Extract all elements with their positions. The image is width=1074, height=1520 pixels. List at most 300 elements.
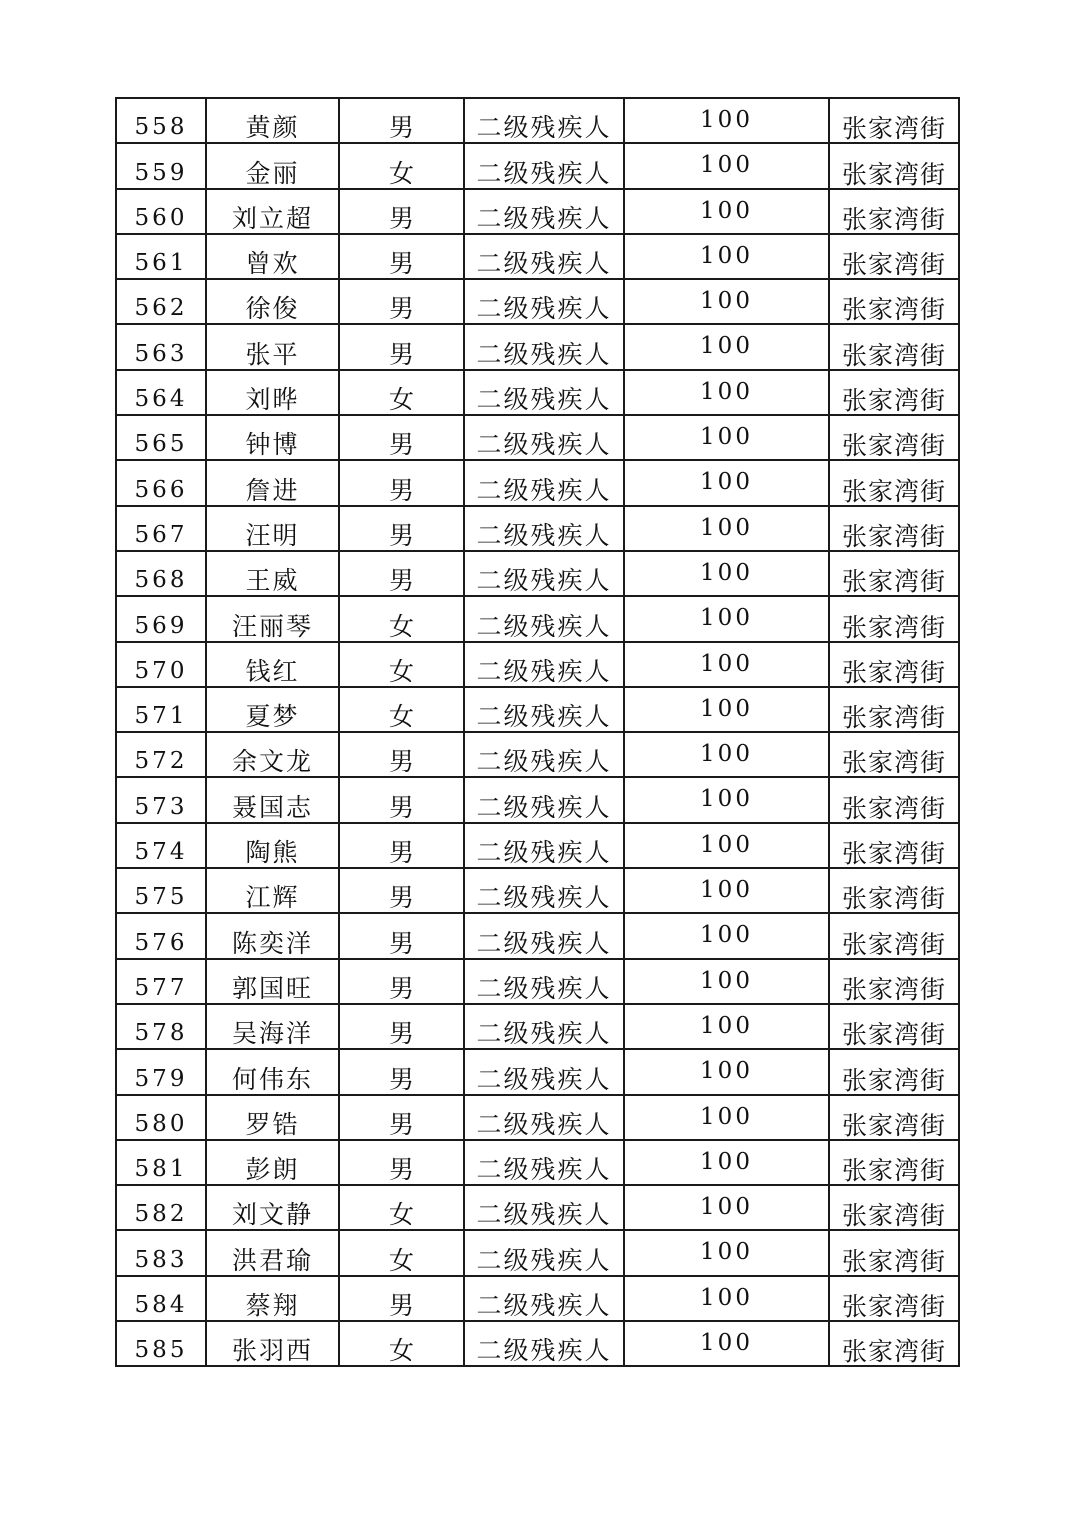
disability-grade-cell [464,370,624,415]
disability-grade-cell [464,506,624,551]
gender: 男 [388,1155,414,1185]
gender-cell [339,1276,464,1321]
street-cell [829,460,959,505]
street-name: 张家湾街 [841,929,946,959]
serial-number-cell [116,732,206,777]
serial-number: 583 [134,1246,188,1273]
person-name: 王威 [245,566,300,596]
amount-cell [624,1321,829,1366]
table-row [116,1004,959,1049]
street-cell [829,1276,959,1321]
amount: 100 [700,1148,753,1175]
name-cell [206,868,339,913]
disability-grade: 二级残疾人 [476,1109,612,1139]
table-row [116,234,959,279]
street-cell [829,687,959,732]
person-name: 夏梦 [245,702,300,732]
gender: 男 [388,339,414,369]
serial-number: 560 [134,204,188,231]
serial-number: 563 [134,340,188,367]
name-cell [206,98,339,143]
table-row [116,823,959,868]
amount-cell [624,98,829,143]
disability-grade-cell [464,687,624,732]
person-name: 江辉 [245,883,300,913]
gender: 男 [388,475,414,505]
table-row [116,1095,959,1140]
gender: 男 [388,1109,414,1139]
street-name: 张家湾街 [841,340,946,370]
disability-grade: 二级残疾人 [476,928,612,958]
serial-number: 575 [134,884,188,911]
serial-number: 569 [134,612,188,639]
disability-grade: 二级残疾人 [476,385,612,415]
gender: 女 [388,656,414,686]
name-cell [206,143,339,188]
table-row [116,732,959,777]
amount-cell [624,687,829,732]
disability-grade: 二级残疾人 [476,792,612,822]
gender-cell [339,1049,464,1094]
amount: 100 [700,922,753,949]
amount-cell [624,868,829,913]
serial-number-cell [116,1185,206,1230]
name-cell [206,415,339,460]
serial-number: 559 [134,159,188,186]
person-name: 余文龙 [231,747,313,777]
table-row [116,551,959,596]
serial-number-cell [116,596,206,641]
person-name: 曾欢 [245,249,300,279]
amount-cell [624,370,829,415]
disability-grade: 二级残疾人 [476,747,612,777]
disability-grade: 二级残疾人 [476,611,612,641]
amount: 100 [700,1194,753,1221]
gender: 男 [388,113,414,143]
street-name: 张家湾街 [841,1020,946,1050]
person-name: 钟博 [245,430,300,460]
gender-cell [339,777,464,822]
amount-cell [624,732,829,777]
amount-cell [624,506,829,551]
gender-cell [339,279,464,324]
disability-grade-cell [464,596,624,641]
gender: 女 [388,158,414,188]
roster-body [116,98,959,1366]
amount-cell [624,1230,829,1275]
disability-grade-cell [464,1230,624,1275]
serial-number: 562 [134,295,188,322]
amount: 100 [700,1103,753,1130]
disability-grade: 二级残疾人 [476,113,612,143]
serial-number-cell [116,98,206,143]
street-cell [829,98,959,143]
serial-number: 566 [134,476,188,503]
disability-grade: 二级残疾人 [476,475,612,505]
disability-grade: 二级残疾人 [476,249,612,279]
disability-grade-cell [464,959,624,1004]
disability-grade-cell [464,777,624,822]
name-cell [206,234,339,279]
name-cell [206,1095,339,1140]
street-cell [829,1095,959,1140]
serial-number: 584 [134,1292,188,1319]
disability-grade: 二级残疾人 [476,702,612,732]
gender-cell [339,1095,464,1140]
serial-number: 558 [134,114,188,141]
street-name: 张家湾街 [841,748,946,778]
disability-grade-cell [464,460,624,505]
amount: 100 [700,1058,753,1085]
serial-number-cell [116,1276,206,1321]
serial-number: 561 [134,250,188,277]
disability-grade-cell [464,913,624,958]
gender-cell [339,460,464,505]
amount-cell [624,324,829,369]
table-row [116,959,959,1004]
disability-grade-cell [464,279,624,324]
gender-cell [339,1230,464,1275]
serial-number-cell [116,460,206,505]
gender-cell [339,1004,464,1049]
serial-number: 565 [134,431,188,458]
street-name: 张家湾街 [841,974,946,1004]
disability-grade-cell [464,823,624,868]
street-name: 张家湾街 [841,204,946,234]
serial-number-cell [116,189,206,234]
serial-number: 579 [134,1065,188,1092]
street-cell [829,1185,959,1230]
street-cell [829,823,959,868]
gender: 男 [388,747,414,777]
table-row [116,642,959,687]
street-name: 张家湾街 [841,1292,946,1322]
street-name: 张家湾街 [841,521,946,551]
name-cell [206,370,339,415]
gender-cell [339,143,464,188]
amount-cell [624,551,829,596]
serial-number: 571 [134,703,188,730]
disability-grade-cell [464,189,624,234]
table-row [116,1230,959,1275]
street-name: 张家湾街 [841,159,946,189]
disability-grade-cell [464,1321,624,1366]
gender-cell [339,415,464,460]
amount: 100 [700,605,753,632]
table-row [116,1276,959,1321]
street-cell [829,596,959,641]
street-cell [829,189,959,234]
disability-grade-cell [464,1276,624,1321]
gender: 女 [388,385,414,415]
gender-cell [339,596,464,641]
serial-number: 577 [134,974,188,1001]
serial-number-cell [116,868,206,913]
serial-number: 573 [134,793,188,820]
serial-number-cell [116,913,206,958]
gender-cell [339,506,464,551]
gender-cell [339,687,464,732]
amount-cell [624,959,829,1004]
serial-number-cell [116,279,206,324]
table-row [116,98,959,143]
amount: 100 [700,514,753,541]
person-name: 吴海洋 [231,1019,313,1049]
street-cell [829,1230,959,1275]
disability-grade: 二级残疾人 [476,1291,612,1321]
person-name: 刘文静 [231,1200,313,1230]
gender: 男 [388,1291,414,1321]
name-cell [206,732,339,777]
gender: 男 [388,566,414,596]
serial-number-cell [116,551,206,596]
amount: 100 [700,1012,753,1039]
serial-number-cell [116,959,206,1004]
person-name: 蔡翔 [245,1291,300,1321]
amount-cell [624,777,829,822]
amount: 100 [700,967,753,994]
disability-grade-cell [464,1049,624,1094]
table-row [116,1049,959,1094]
street-cell [829,913,959,958]
name-cell [206,596,339,641]
street-name: 张家湾街 [841,1110,946,1140]
disability-grade-cell [464,732,624,777]
person-name: 詹进 [245,475,300,505]
amount: 100 [700,197,753,224]
amount: 100 [700,242,753,269]
street-name: 张家湾街 [841,567,946,597]
person-name: 郭国旺 [231,973,313,1003]
gender: 女 [388,1200,414,1230]
gender-cell [339,913,464,958]
street-cell [829,777,959,822]
disability-grade: 二级残疾人 [476,838,612,868]
amount: 100 [700,378,753,405]
gender-cell [339,98,464,143]
disability-grade-cell [464,1140,624,1185]
street-name: 张家湾街 [841,839,946,869]
disability-grade-cell [464,1095,624,1140]
amount-cell [624,1049,829,1094]
serial-number-cell [116,823,206,868]
street-name: 张家湾街 [841,1156,946,1186]
serial-number-cell [116,777,206,822]
person-name: 陈奕洋 [231,928,313,958]
person-name: 汪明 [245,520,300,550]
name-cell [206,1049,339,1094]
street-cell [829,551,959,596]
person-name: 黄颜 [245,113,300,143]
disability-grade: 二级残疾人 [476,430,612,460]
serial-number-cell [116,687,206,732]
disability-grade-cell [464,415,624,460]
amount-cell [624,1140,829,1185]
gender: 男 [388,520,414,550]
amount: 100 [700,1284,753,1311]
gender: 男 [388,883,414,913]
disability-grade: 二级残疾人 [476,339,612,369]
gender-cell [339,642,464,687]
serial-number: 585 [134,1337,188,1364]
amount-cell [624,234,829,279]
disability-grade: 二级残疾人 [476,1200,612,1230]
amount-cell [624,415,829,460]
amount-cell [624,189,829,234]
amount: 100 [700,288,753,315]
gender: 男 [388,1019,414,1049]
serial-number: 564 [134,386,188,413]
disability-grade: 二级残疾人 [476,656,612,686]
gender-cell [339,234,464,279]
table-row [116,1185,959,1230]
serial-number-cell [116,642,206,687]
disability-grade-cell [464,234,624,279]
name-cell [206,823,339,868]
disability-grade-cell [464,143,624,188]
gender-cell [339,1185,464,1230]
amount-cell [624,1276,829,1321]
gender: 女 [388,702,414,732]
disability-grade-cell [464,642,624,687]
amount: 100 [700,695,753,722]
name-cell [206,324,339,369]
table-row [116,143,959,188]
street-cell [829,506,959,551]
gender: 男 [388,430,414,460]
amount: 100 [700,786,753,813]
street-cell [829,868,959,913]
serial-number: 576 [134,929,188,956]
name-cell [206,959,339,1004]
street-cell [829,234,959,279]
disability-grade: 二级残疾人 [476,566,612,596]
disability-grade: 二级残疾人 [476,883,612,913]
person-name: 汪丽琴 [231,611,313,641]
disability-grade-cell [464,98,624,143]
name-cell [206,279,339,324]
serial-number-cell [116,143,206,188]
person-name: 金丽 [245,158,300,188]
serial-number-cell [116,506,206,551]
street-cell [829,370,959,415]
person-name: 张羽西 [231,1336,313,1366]
table-row [116,687,959,732]
street-cell [829,1140,959,1185]
gender: 男 [388,249,414,279]
table-row [116,868,959,913]
gender: 男 [388,792,414,822]
name-cell [206,1276,339,1321]
gender-cell [339,551,464,596]
table-row [116,279,959,324]
name-cell [206,189,339,234]
disability-grade: 二级残疾人 [476,294,612,324]
name-cell [206,687,339,732]
name-cell [206,1140,339,1185]
serial-number-cell [116,370,206,415]
street-name: 张家湾街 [841,386,946,416]
person-name: 陶熊 [245,838,300,868]
street-cell [829,1004,959,1049]
gender: 男 [388,294,414,324]
disability-grade-cell [464,551,624,596]
street-name: 张家湾街 [841,476,946,506]
disability-grade: 二级残疾人 [476,1336,612,1366]
gender-cell [339,823,464,868]
serial-number-cell [116,1321,206,1366]
amount-cell [624,642,829,687]
person-name: 聂国志 [231,792,313,822]
disability-grade-cell [464,1185,624,1230]
gender: 男 [388,838,414,868]
street-name: 张家湾街 [841,431,946,461]
disability-grade: 二级残疾人 [476,973,612,1003]
table-row [116,189,959,234]
amount: 100 [700,559,753,586]
street-name: 张家湾街 [841,657,946,687]
serial-number: 580 [134,1110,188,1137]
gender: 男 [388,973,414,1003]
amount: 100 [700,1239,753,1266]
amount: 100 [700,469,753,496]
name-cell [206,1185,339,1230]
amount: 100 [700,424,753,451]
table-row [116,596,959,641]
amount-cell [624,1185,829,1230]
gender: 男 [388,928,414,958]
amount: 100 [700,1330,753,1357]
amount-cell [624,823,829,868]
person-name: 刘立超 [231,203,313,233]
street-cell [829,642,959,687]
gender-cell [339,959,464,1004]
serial-number: 570 [134,657,188,684]
amount: 100 [700,152,753,179]
serial-number-cell [116,1004,206,1049]
disability-grade-cell [464,1004,624,1049]
person-name: 钱红 [245,656,300,686]
street-name: 张家湾街 [841,1065,946,1095]
amount-cell [624,1095,829,1140]
table-row [116,777,959,822]
disability-grade: 二级残疾人 [476,1064,612,1094]
table-row [116,913,959,958]
person-name: 张平 [245,339,300,369]
gender-cell [339,370,464,415]
gender-cell [339,324,464,369]
serial-number-cell [116,1140,206,1185]
disability-grade: 二级残疾人 [476,1019,612,1049]
street-name: 张家湾街 [841,1201,946,1231]
table-row [116,1140,959,1185]
name-cell [206,460,339,505]
serial-number-cell [116,234,206,279]
serial-number: 572 [134,748,188,775]
table-row [116,1321,959,1366]
street-name: 张家湾街 [841,250,946,280]
street-name: 张家湾街 [841,1246,946,1276]
street-cell [829,324,959,369]
serial-number-cell [116,1230,206,1275]
name-cell [206,1230,339,1275]
street-name: 张家湾街 [841,793,946,823]
gender: 女 [388,611,414,641]
amount-cell [624,143,829,188]
amount: 100 [700,333,753,360]
table-row [116,324,959,369]
person-name: 何伟东 [231,1064,313,1094]
